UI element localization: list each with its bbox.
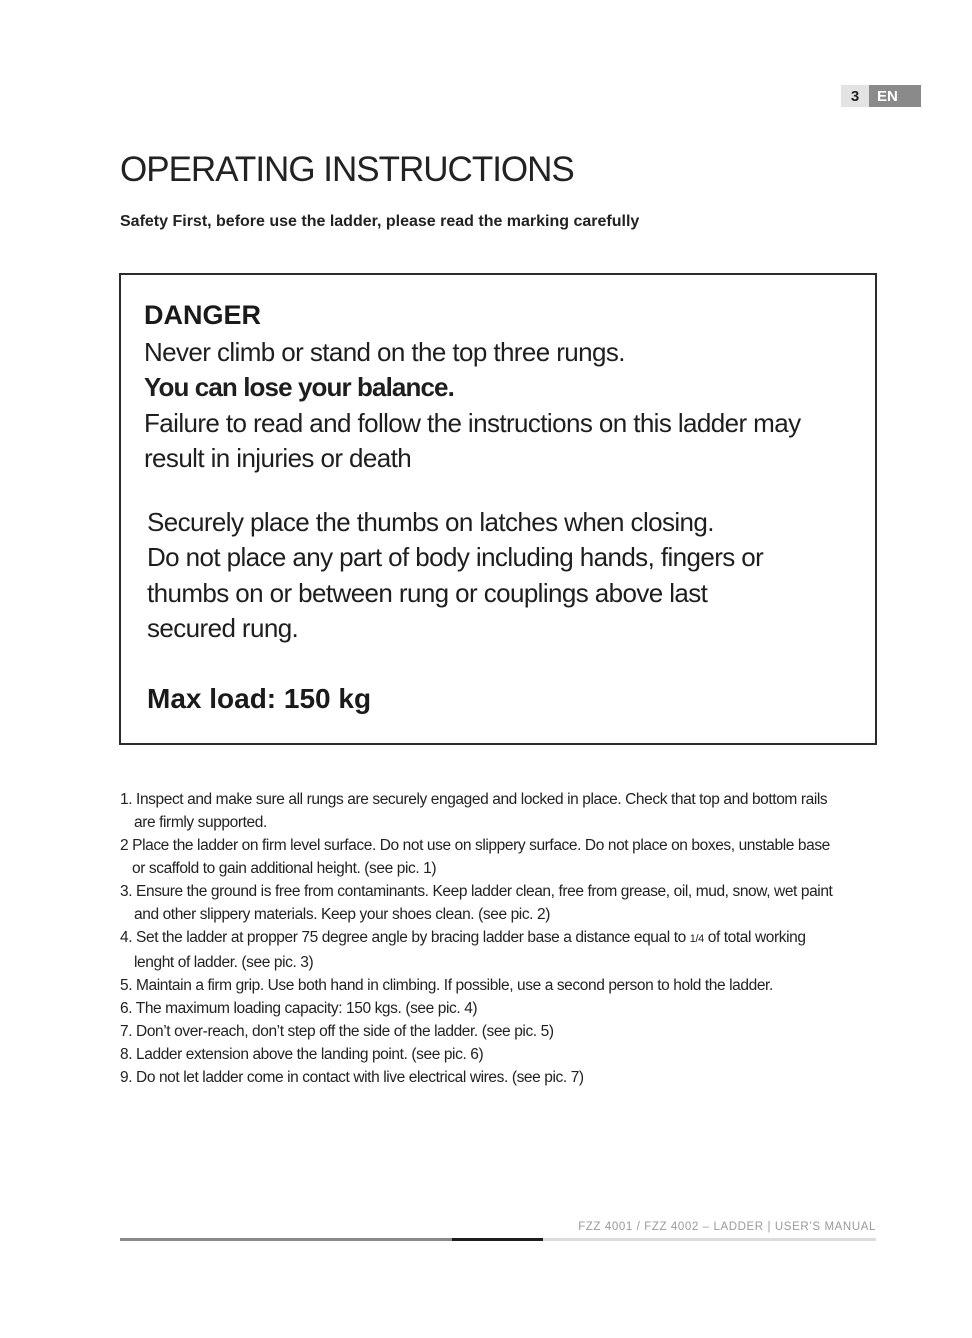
list-item: 5. Maintain a firm grip. Use both hand in climbing. If possible, use a second person to hold the ladder. xyxy=(120,977,773,994)
fraction-quarter: 1/4 xyxy=(689,933,704,945)
list-item-continuation: and other slippery materials. Keep your shoes clean. (see pic. 2) xyxy=(134,906,550,923)
list-item: 4. Set the ladder at propper 75 degree angle by bracing ladder base a distance equal to 1/4 of total working xyxy=(120,929,806,946)
list-item-continuation: are firmly supported. xyxy=(134,814,267,831)
warning-line-7: thumbs on or between rung or couplings above last xyxy=(147,578,708,608)
list-item-continuation: lenght of ladder. (see pic. 3) xyxy=(134,954,314,971)
list-item-continuation: or scaffold to gain additional height. (see pic. 1) xyxy=(132,860,437,877)
footer-text: FZZ 4001 / FZZ 4002 – LADDER | USER’S MANUAL xyxy=(578,1221,876,1233)
warning-line-6: Do not place any part of body including hands, fingers or xyxy=(147,542,764,572)
list-item: 1. Inspect and make sure all rungs are securely engaged and locked in place. Check that top and bottom rails xyxy=(120,791,828,808)
page-title: OPERATING INSTRUCTIONS xyxy=(120,150,574,189)
page-subtitle: Safety First, before use the ladder, please read the marking carefully xyxy=(120,213,640,230)
list-item: 7. Don’t over-reach, don’t step off the side of the ladder. (see pic. 5) xyxy=(120,1023,554,1040)
warning-line-8: secured rung. xyxy=(147,613,299,643)
warning-line-1: Never climb or stand on the top three rungs. xyxy=(144,337,625,367)
page-badge xyxy=(841,85,921,107)
warning-line-4: result in injuries or death xyxy=(144,443,412,473)
danger-heading: DANGER xyxy=(144,300,262,330)
footer-rule xyxy=(120,1238,876,1241)
warning-line-5: Securely place the thumbs on latches when closing. xyxy=(147,507,714,537)
list-item: 6. The maximum loading capacity: 150 kgs. (see pic. 4) xyxy=(120,1000,478,1017)
page-number: 3 xyxy=(841,85,869,107)
warning-line-3: Failure to read and follow the instructions on this ladder may xyxy=(144,408,801,438)
instructions-list xyxy=(120,788,880,1089)
list-item: 2 Place the ladder on firm level surface. Do not use on slippery surface. Do not place on boxes, unstable base xyxy=(120,837,830,854)
language-label: EN xyxy=(869,85,921,107)
warning-line-2: You can lose your balance. xyxy=(144,372,454,402)
list-item: 3. Ensure the ground is free from contaminants. Keep ladder clean, free from grease, oil, mud, snow, wet paint xyxy=(120,883,833,900)
max-load: Max load: 150 kg xyxy=(147,683,372,714)
list-item: 8. Ladder extension above the landing point. (see pic. 6) xyxy=(120,1046,484,1063)
list-item: 9. Do not let ladder come in contact with live electrical wires. (see pic. 7) xyxy=(120,1069,584,1086)
